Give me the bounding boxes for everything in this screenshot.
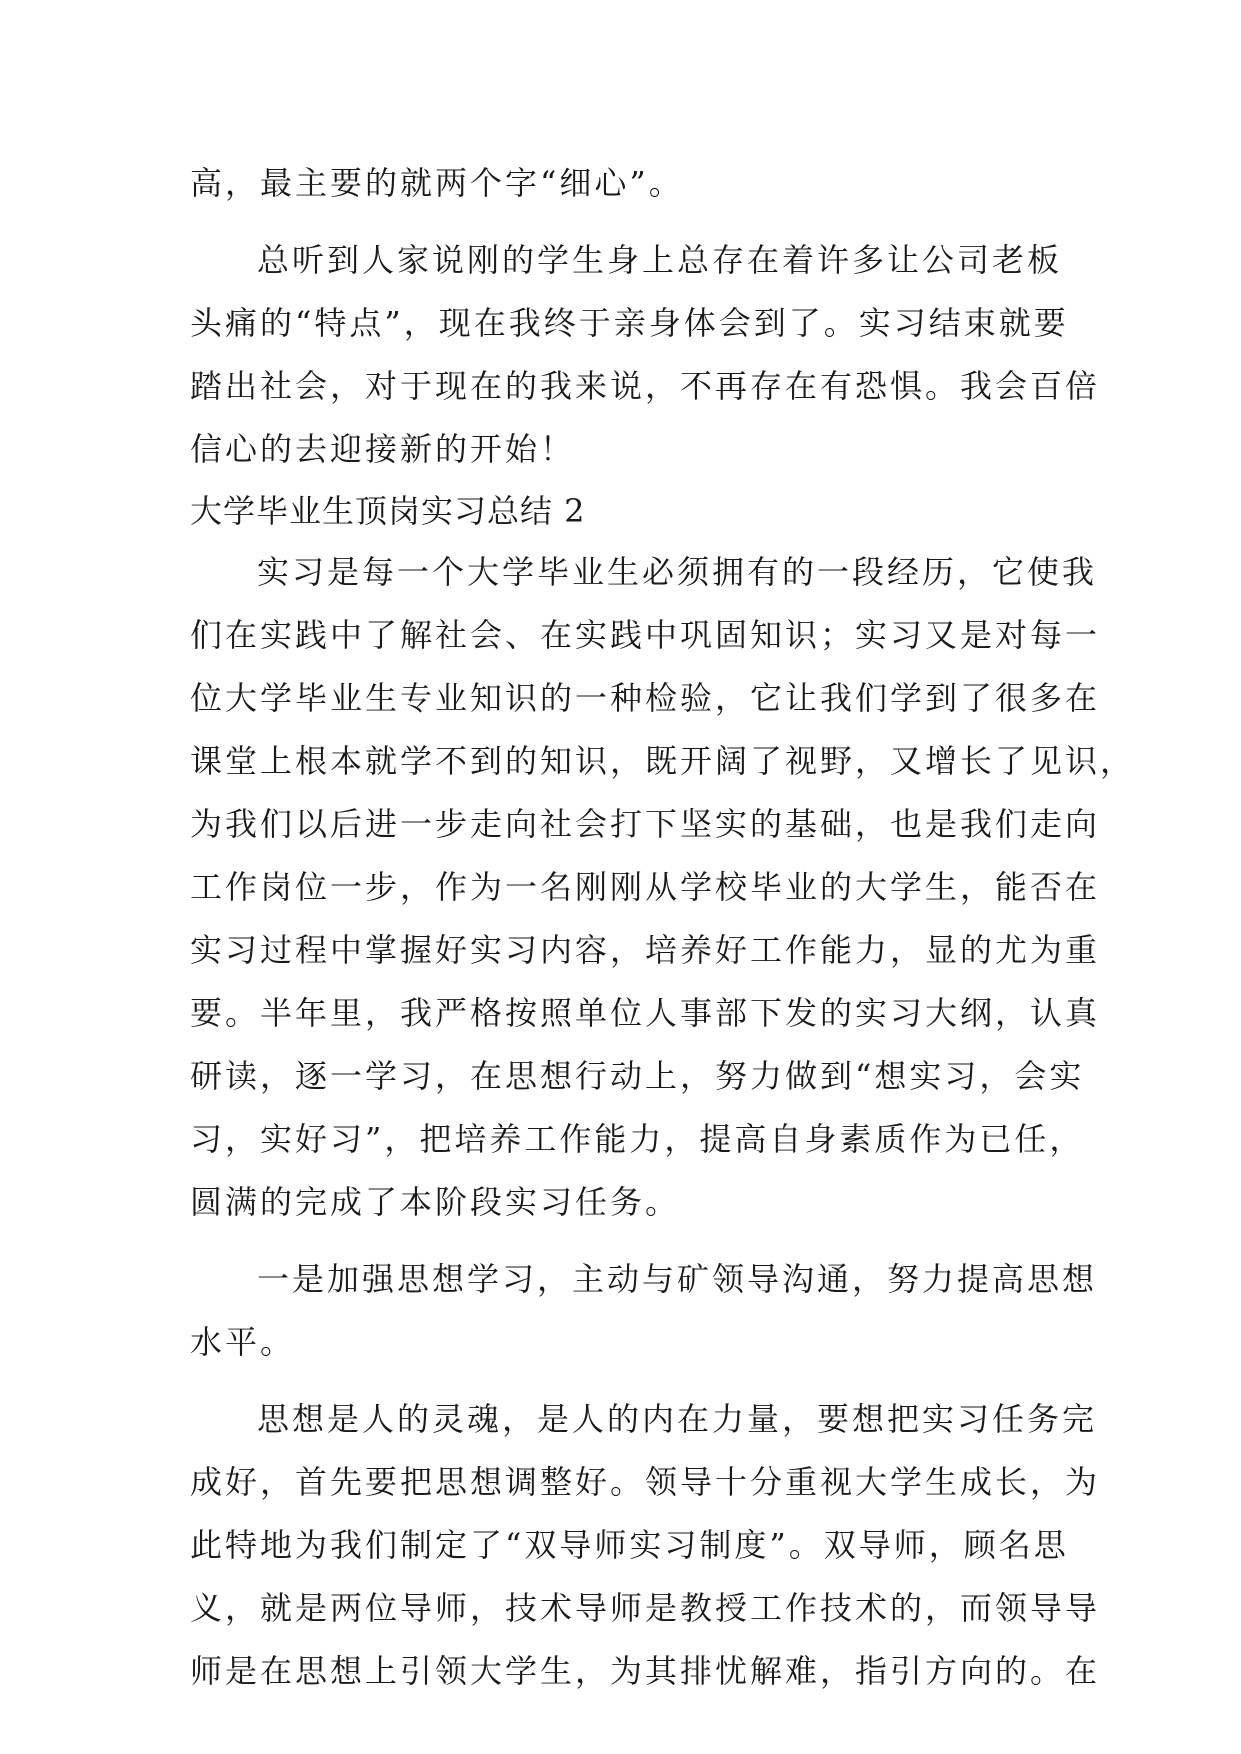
paragraph-line: 思想是人的灵魂，是人的内在力量，要想把实习任务完 (257, 1400, 1098, 1438)
paragraph-line: 信心的去迎接新的开始！ (190, 430, 576, 468)
paragraph-line: 高，最主要的就两个字“细心”。 (190, 164, 684, 202)
paragraph-line: 要。半年里，我严格按照单位人事部下发的实习大纲，认真 (190, 994, 1101, 1032)
paragraph-line: 习，实好习”，把培养工作能力，提高自身素质作为已任， (190, 1120, 1085, 1158)
paragraph-1 (190, 152, 1052, 215)
paragraph-4 (190, 1248, 1098, 1374)
paragraph-line: 实习是每一个大学毕业生必须拥有的一段经历，它使我 (257, 553, 1098, 591)
paragraph-2 (190, 229, 1101, 481)
paragraph-line: 们在实践中了解社会、在实践中巩固知识；实习又是对每一 (190, 616, 1101, 654)
paragraph-line: 踏出社会，对于现在的我来说，不再存在有恐惧。我会百倍 (190, 367, 1101, 405)
paragraph-line: 为我们以后进一步走向社会打下坚实的基础，也是我们走向 (190, 805, 1101, 843)
paragraph-line: 位大学毕业生专业知识的一种检验，它让我们学到了很多在 (190, 679, 1101, 717)
paragraph-line: 研读，逐一学习，在思想行动上，努力做到“想实习，会实 (190, 1057, 1085, 1095)
paragraph-line: 此特地为我们制定了“双导师实习制度”。双导师，顾名思 (190, 1526, 1069, 1564)
paragraph-line: 工作岗位一步，作为一名刚刚从学校毕业的大学生，能否在 (190, 868, 1101, 906)
paragraph-line: 成好，首先要把思想调整好。领导十分重视大学生成长，为 (190, 1463, 1101, 1501)
paragraph-5 (190, 1388, 1101, 1703)
paragraph-line: 师是在思想上引领大学生，为其排忧解难，指引方向的。在 (190, 1652, 1101, 1690)
paragraph-line: 圆满的完成了本阶段实习任务。 (190, 1183, 681, 1221)
paragraph-line: 总听到人家说刚的学生身上总存在着许多让公司老板 (257, 241, 1063, 279)
paragraph-3 (190, 541, 1136, 1234)
paragraph-line: 头痛的“特点”，现在我终于亲身体会到了。实习结束就要 (190, 304, 1069, 342)
paragraph-line: 义，就是两位导师，技术导师是教授工作技术的，而领导导 (190, 1589, 1101, 1627)
section-heading: 大学毕业生顶岗实习总结 2 (190, 492, 586, 530)
paragraph-line: 实习过程中掌握好实习内容，培养好工作能力，显的尤为重 (190, 931, 1101, 969)
paragraph-line: 水平。 (190, 1323, 296, 1361)
paragraph-line: 一是加强思想学习，主动与矿领导沟通，努力提高思想 (257, 1260, 1098, 1298)
document-body (190, 152, 1136, 1703)
paragraph-line: 课堂上根本就学不到的知识，既开阔了视野，又增长了见识， (190, 742, 1136, 780)
